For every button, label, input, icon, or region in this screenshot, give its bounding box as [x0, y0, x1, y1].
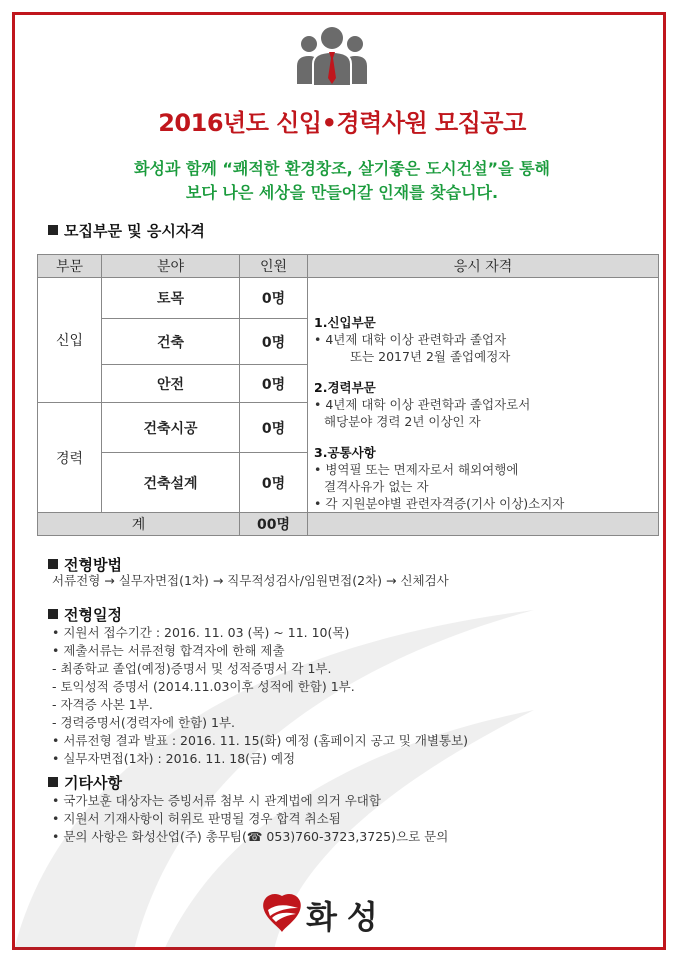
list-item: • 문의 사항은 화성산업(주) 총무팀(☎ 053)760-3723,3725)으로 문의: [52, 829, 449, 844]
list-item: - 토익성적 증명서 (2014.11.03이후 성적에 한함) 1부.: [52, 679, 355, 694]
qual-line: • 4년제 대학 이상 관련학과 졸업자: [314, 332, 507, 347]
square-bullet-icon: [48, 777, 58, 787]
field-cell: 토목: [102, 278, 240, 319]
company-name: 화성: [306, 898, 388, 936]
slogan-line-2: 보다 나은 세상을 만들어갈 인재를 찾습니다.: [185, 183, 499, 202]
qual-line: • 각 지원분야별 관련자격증(기사 이상)소지자: [314, 496, 565, 511]
section-title: 전형방법: [64, 556, 122, 574]
qual-heading-common: 3.공통사항: [314, 445, 376, 460]
total-empty: [308, 513, 659, 536]
list-item: • 서류전형 결과 발표 : 2016. 11. 15(화) 예정 (홈페이지 공고 및 개별통보): [52, 733, 468, 748]
header-division: 부문: [38, 255, 102, 278]
etc-list: [52, 792, 448, 846]
total-label: 계: [38, 513, 240, 536]
section-title: 전형일정: [64, 606, 122, 624]
qual-line: 해당분야 경력 2년 이상인 자: [324, 414, 481, 429]
section-heading-recruit: [48, 220, 205, 241]
list-item: - 경력증명서(경력자에 한함) 1부.: [52, 715, 236, 730]
list-item: • 실무자면접(1차) : 2016. 11. 18(금) 예정: [52, 751, 296, 766]
recruit-table: [37, 254, 659, 536]
qual-heading-new: 1.신입부문: [314, 315, 376, 330]
qual-line: • 병역필 또는 면제자로서 해외여행에: [314, 462, 519, 477]
table-total-row: [38, 513, 659, 536]
section-title: 기타사항: [64, 774, 122, 792]
section-heading-etc: [48, 772, 122, 793]
table-header-row: [38, 255, 659, 278]
count-cell: 0명: [240, 278, 308, 319]
field-cell: 건축시공: [102, 403, 240, 453]
qual-line: • 4년제 대학 이상 관련학과 졸업자로서: [314, 397, 531, 412]
qual-line: 또는 2017년 2월 졸업예정자: [350, 349, 511, 364]
field-cell: 안전: [102, 365, 240, 403]
list-item: - 자격증 사본 1부.: [52, 697, 153, 712]
header-count: 인원: [240, 255, 308, 278]
field-cell: 건축설계: [102, 453, 240, 513]
total-count: 00명: [240, 513, 308, 536]
method-text: 서류전형 → 실무자면접(1차) → 직무적성검사/임원면접(2차) → 신체검사: [52, 573, 449, 588]
count-cell: 0명: [240, 403, 308, 453]
table-row: [38, 278, 659, 319]
schedule-list: [52, 624, 468, 768]
square-bullet-icon: [48, 559, 58, 569]
field-cell: 건축: [102, 319, 240, 365]
qual-heading-exp: 2.경력부문: [314, 380, 376, 395]
slogan-line-1: 화성과 함께 “쾌적한 환경창조, 살기좋은 도시건설”을 통해: [133, 159, 551, 178]
square-bullet-icon: [48, 609, 58, 619]
qualification-cell: [308, 278, 659, 513]
header-field: 분야: [102, 255, 240, 278]
page-title: 2016년도 신입•경력사원 모집공고: [158, 109, 526, 137]
count-cell: 0명: [240, 365, 308, 403]
group-new: 신입: [38, 278, 102, 403]
section-title: 모집부문 및 응시자격: [64, 222, 205, 240]
qual-line: 결격사유가 없는 자: [324, 479, 429, 494]
count-cell: 0명: [240, 319, 308, 365]
list-item: • 지원서 접수기간 : 2016. 11. 03 (목) ~ 11. 10(목): [52, 625, 350, 640]
list-item: • 지원서 기재사항이 허위로 판명될 경우 합격 취소됨: [52, 811, 341, 826]
square-bullet-icon: [48, 225, 58, 235]
list-item: • 제출서류는 서류전형 합격자에 한해 제출: [52, 643, 285, 658]
group-exp: 경력: [38, 403, 102, 513]
section-heading-schedule: [48, 604, 122, 625]
people-group-icon: [297, 22, 367, 88]
count-cell: 0명: [240, 453, 308, 513]
list-item: - 최종학교 졸업(예정)증명서 및 성적증명서 각 1부.: [52, 661, 332, 676]
header-qualification: 응시 자격: [308, 255, 659, 278]
list-item: • 국가보훈 대상자는 증빙서류 첨부 시 관계법에 의거 우대함: [52, 793, 381, 808]
